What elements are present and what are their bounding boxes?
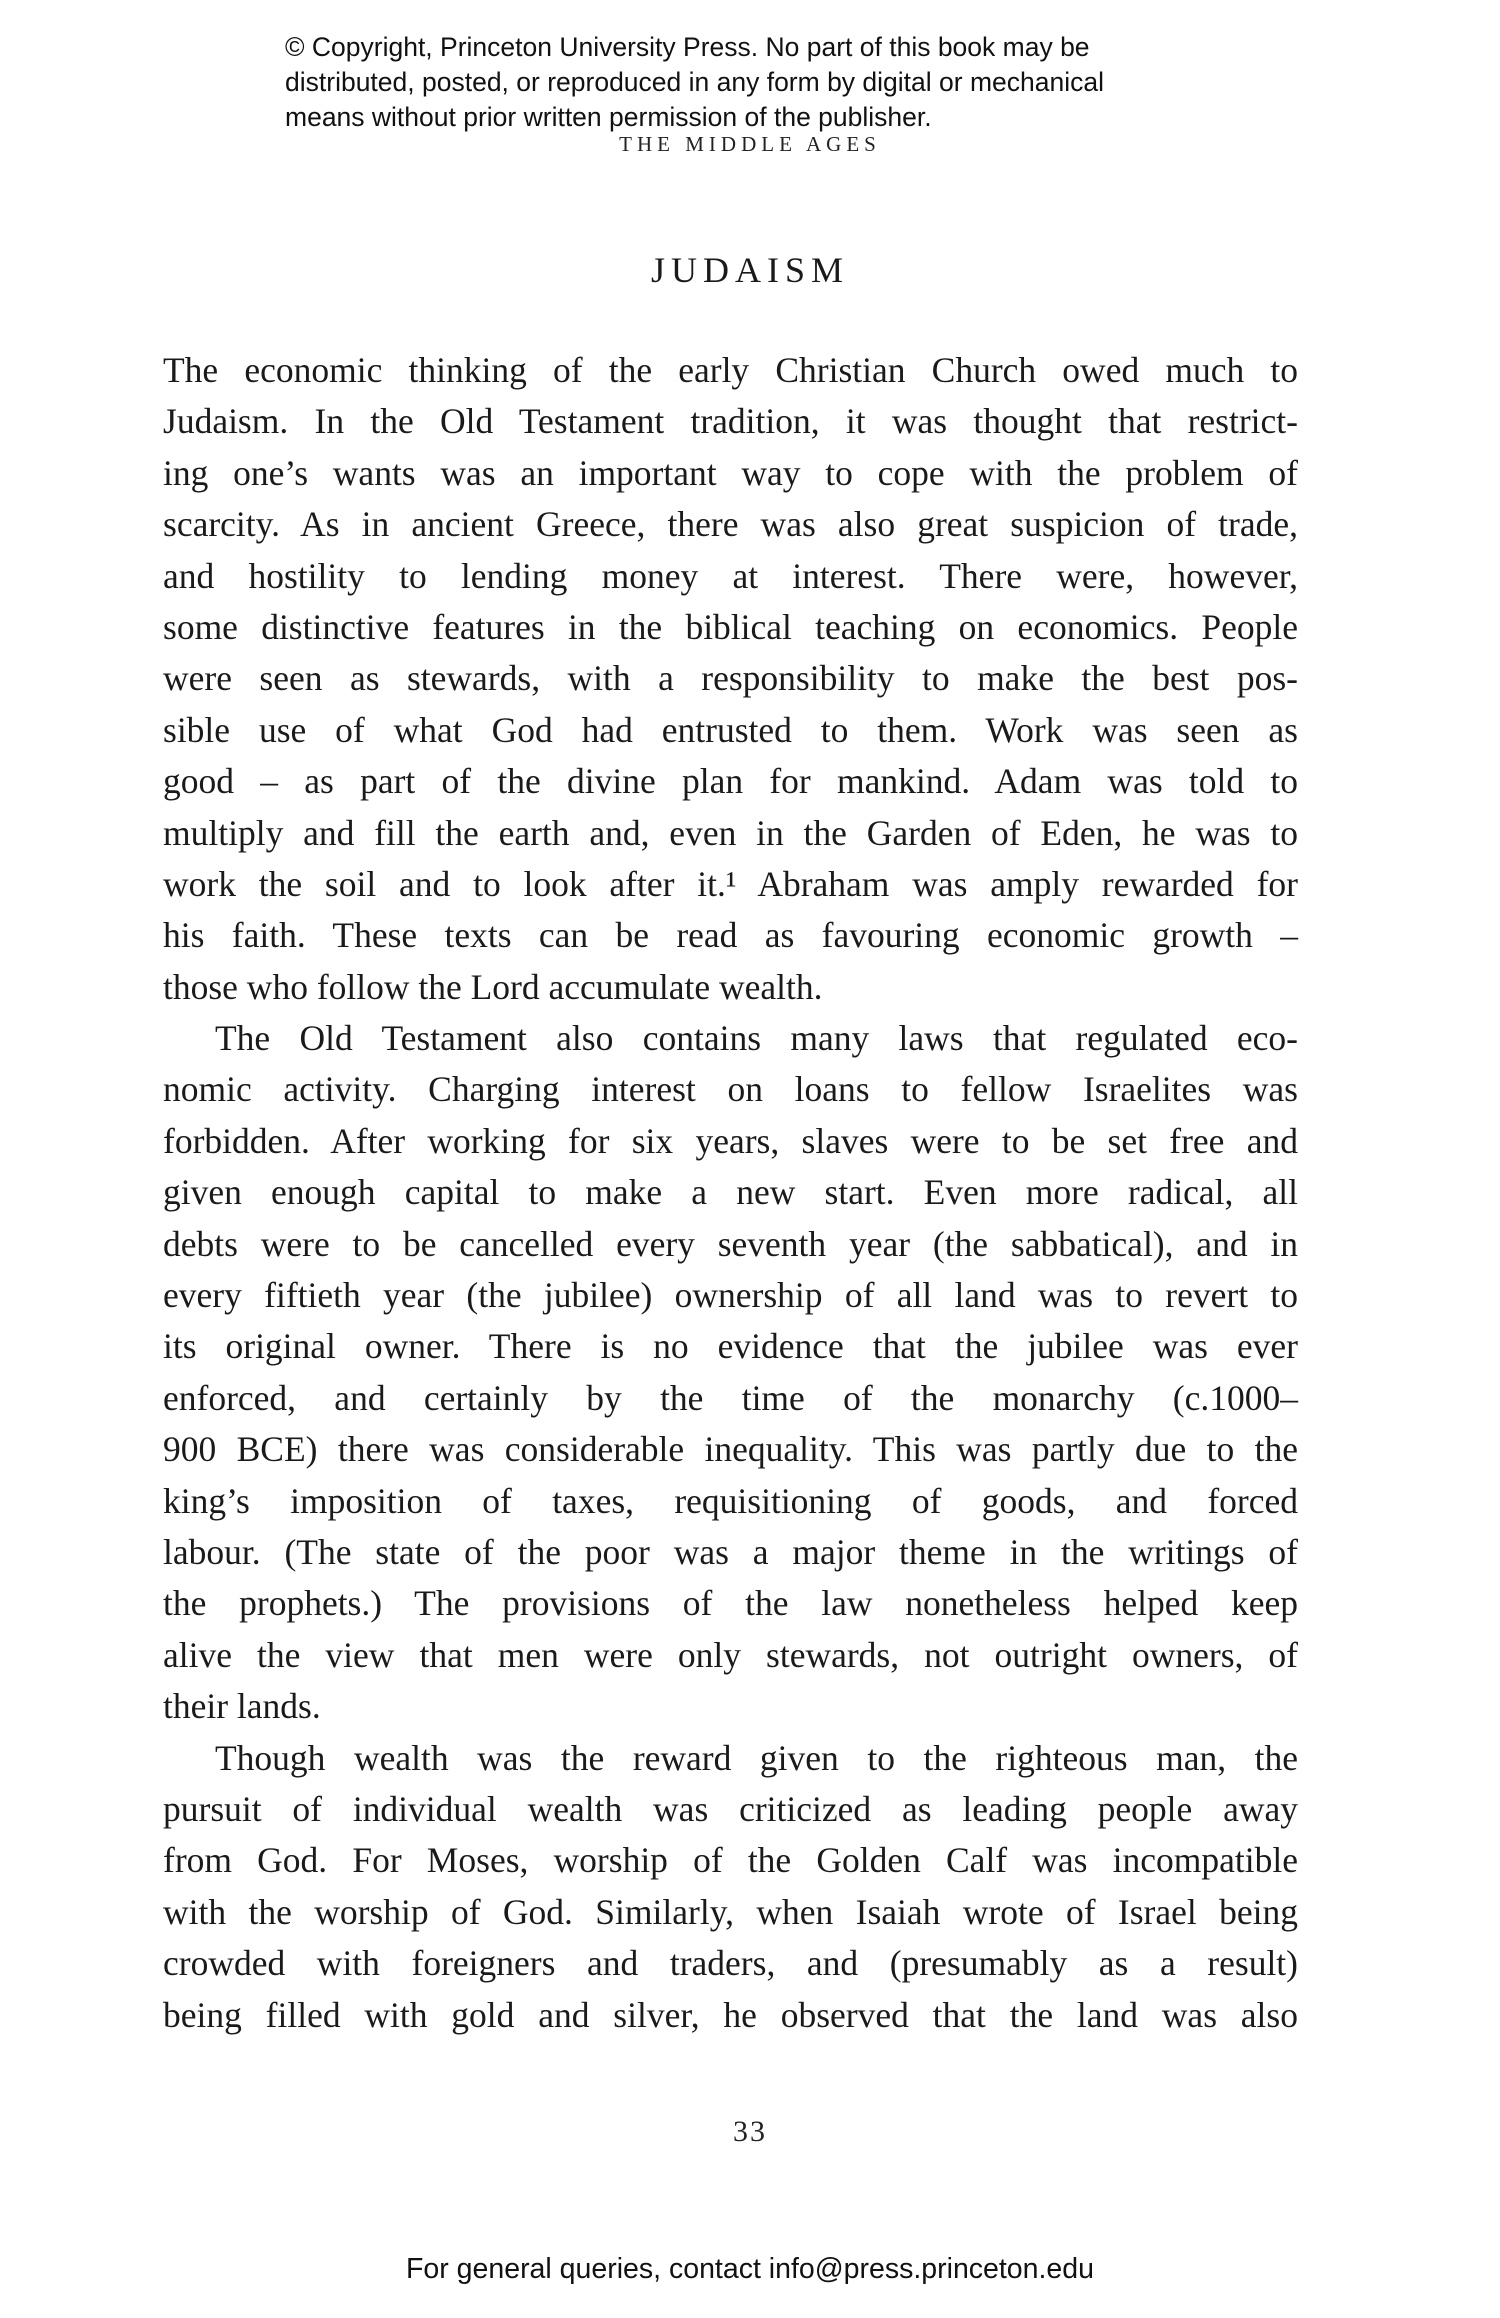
- copyright-line: distributed, posted, or reproduced in any form by digital or mechanical: [285, 67, 1104, 97]
- copyright-line: means without prior written permission of the publisher.: [285, 102, 932, 132]
- copyright-line: © Copyright, Princeton University Press. No part of this book may be: [285, 32, 1090, 62]
- text-line: nomic activity. Charging interest on loans to fellow Israelites was: [163, 1069, 1298, 1110]
- text-line: 900 BCE) there was considerable inequality. This was partly due to the: [163, 1429, 1298, 1470]
- text-line: work the soil and to look after it.¹ Abraham was amply rewarded for: [163, 863, 1298, 904]
- text-line: his faith. These texts can be read as favouring economic growth –: [163, 915, 1298, 956]
- text-line: crowded with foreigners and traders, and (presumably as a result): [163, 1943, 1298, 1984]
- text-line: being filled with gold and silver, he observed that the land was also: [163, 1994, 1298, 2035]
- text-line: The economic thinking of the early Christian Church owed much to: [163, 350, 1298, 390]
- text-line: some distinctive features in the biblical teaching on economics. People: [163, 606, 1298, 647]
- running-head: THE MIDDLE AGES: [619, 132, 881, 156]
- paragraph: [163, 1733, 1298, 2041]
- text-line: ing one’s wants was an important way to cope with the problem of: [163, 452, 1298, 493]
- text-line: debts were to be cancelled every seventh year (the sabbatical), and in: [163, 1223, 1298, 1264]
- text-line: alive the view that men were only stewards, not outright owners, of: [163, 1634, 1298, 1675]
- text-line: Judaism. In the Old Testament tradition, it was thought that restrict-: [163, 401, 1298, 442]
- text-line: the prophets.) The provisions of the law nonetheless helped keep: [163, 1583, 1298, 1624]
- text-line: scarcity. As in ancient Greece, there was also great suspicion of trade,: [163, 504, 1298, 545]
- text-line: sible use of what God had entrusted to them. Work was seen as: [163, 709, 1298, 750]
- text-line: with the worship of God. Similarly, when Isaiah wrote of Israel being: [163, 1891, 1298, 1932]
- footer-contact: For general queries, contact info@press.princeton.edu: [406, 2253, 1094, 2285]
- text-line: were seen as stewards, with a responsibility to make the best pos-: [163, 658, 1298, 699]
- body-text: [163, 345, 1298, 2041]
- text-line: their lands.: [163, 1686, 321, 1727]
- text-line: every fiftieth year (the jubilee) ownership of all land was to revert to: [163, 1275, 1298, 1316]
- text-line: and hostility to lending money at interest. There were, however,: [163, 555, 1298, 596]
- text-line: pursuit of individual wealth was criticized as leading people away: [163, 1788, 1298, 1829]
- text-line: those who follow the Lord accumulate wealth.: [163, 966, 823, 1007]
- text-line: Though wealth was the reward given to the righteous man, the: [215, 1737, 1298, 1778]
- copyright-notice: [285, 30, 1245, 135]
- text-line: enforced, and certainly by the time of the monarchy (c.1000–: [163, 1377, 1298, 1418]
- section-title: JUDAISM: [650, 250, 850, 290]
- text-line: given enough capital to make a new start. Even more radical, all: [163, 1172, 1298, 1213]
- text-line: The Old Testament also contains many laws that regulated eco-: [215, 1018, 1298, 1059]
- text-line: its original owner. There is no evidence that the jubilee was ever: [163, 1326, 1298, 1367]
- text-line: multiply and fill the earth and, even in the Garden of Eden, he was to: [163, 812, 1298, 853]
- text-line: labour. (The state of the poor was a major theme in the writings of: [163, 1531, 1298, 1572]
- paragraph: [163, 1013, 1298, 1732]
- text-line: good – as part of the divine plan for mankind. Adam was told to: [163, 761, 1298, 802]
- text-line: king’s imposition of taxes, requisitioning of goods, and forced: [163, 1480, 1298, 1521]
- page-number: 33: [733, 2115, 767, 2148]
- paragraph: [163, 345, 1298, 1013]
- text-line: from God. For Moses, worship of the Golden Calf was incompatible: [163, 1840, 1298, 1881]
- text-line: forbidden. After working for six years, slaves were to be set free and: [163, 1120, 1298, 1161]
